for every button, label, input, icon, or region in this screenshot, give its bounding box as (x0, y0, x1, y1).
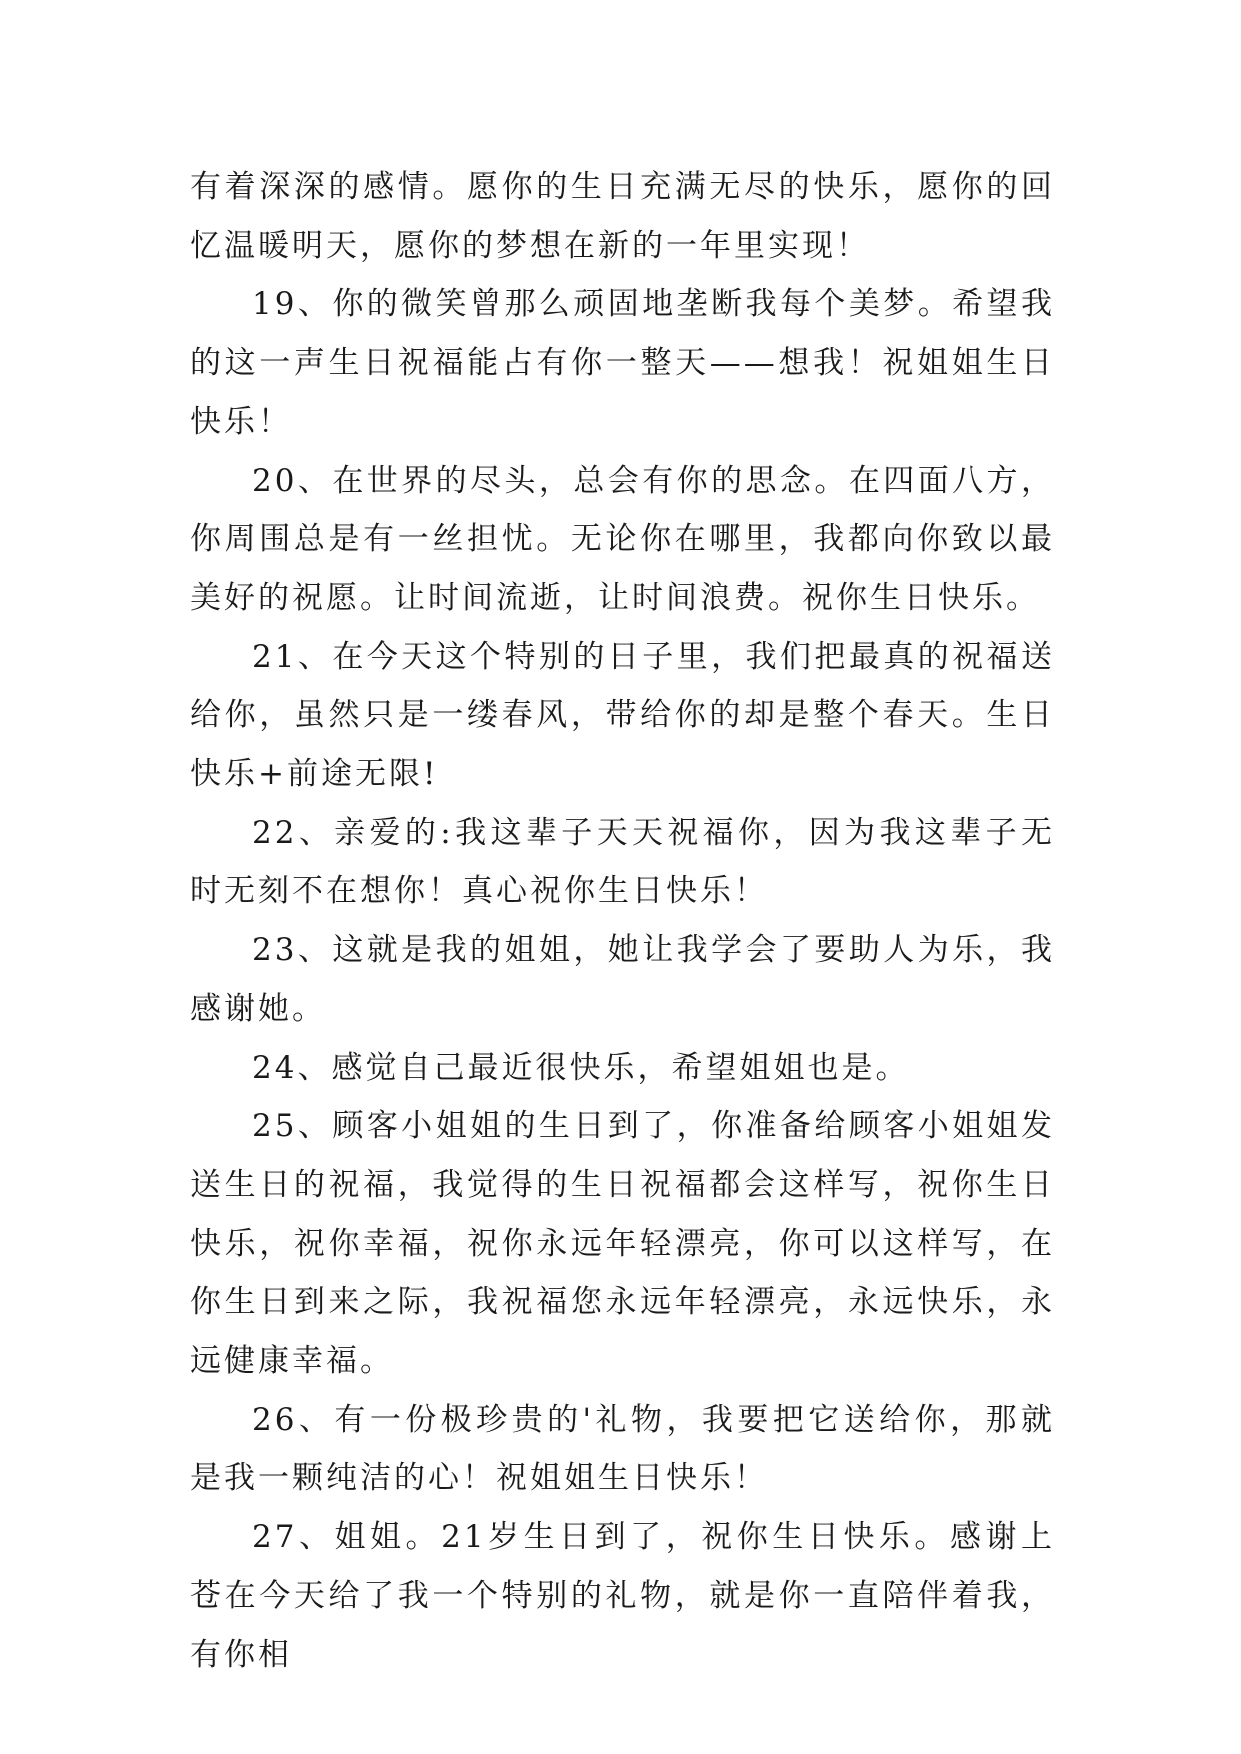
paragraph-24: 24、感觉自己最近很快乐，希望姐姐也是。 (252, 1049, 910, 1086)
paragraph-continuation: 有着深深的感情。愿你的生日充满无尽的快乐，愿你的回忆温暖明天，愿你的梦想在新的一年里实现！ (190, 169, 1055, 264)
paragraph-22: 22、亲爱的:我这辈子天天祝福你，因为我这辈子无时无刻不在想你！真心祝你生日快乐！ (190, 814, 1055, 910)
paragraph-25: 25、顾客小姐姐的生日到了，你准备给顾客小姐姐发送生日的祝福，我觉得的生日祝福都会这样写，祝你生日快乐，祝你幸福，祝你永远年轻漂亮，你可以这样写，在你生日到来之际，我祝福您永远年轻漂亮，永远快乐，永远健康幸福。 (190, 1108, 1055, 1380)
paragraph-21: 21、在今天这个特别的日子里，我们把最真的祝福送给你，虽然只是一缕春风，带给你的却是整个春天。生日快乐+前途无限! (190, 638, 1055, 793)
paragraph-20: 20、在世界的尽头，总会有你的思念。在四面八方，你周围总是有一丝担忧。无论你在哪里，我都向你致以最美好的祝愿。让时间流逝，让时间浪费。祝你生日快乐。 (190, 462, 1055, 616)
document-body (190, 158, 1055, 1684)
paragraph-19: 19、你的微笑曾那么顽固地垄断我每个美梦。希望我的这一声生日祝福能占有你一整天——想我！祝姐姐生日快乐！ (190, 286, 1055, 440)
paragraph-23: 23、这就是我的姐姐，她让我学会了要助人为乐，我感谢她。 (190, 932, 1055, 1027)
paragraph-27: 27、姐姐。21岁生日到了，祝你生日快乐。感谢上苍在今天给了我一个特别的礼物，就是你一直陪伴着我，有你相 (190, 1519, 1055, 1673)
paragraph-26: 26、有一份极珍贵的'礼物，我要把它送给你，那就是我一颗纯洁的心！祝姐姐生日快乐！ (190, 1401, 1055, 1497)
